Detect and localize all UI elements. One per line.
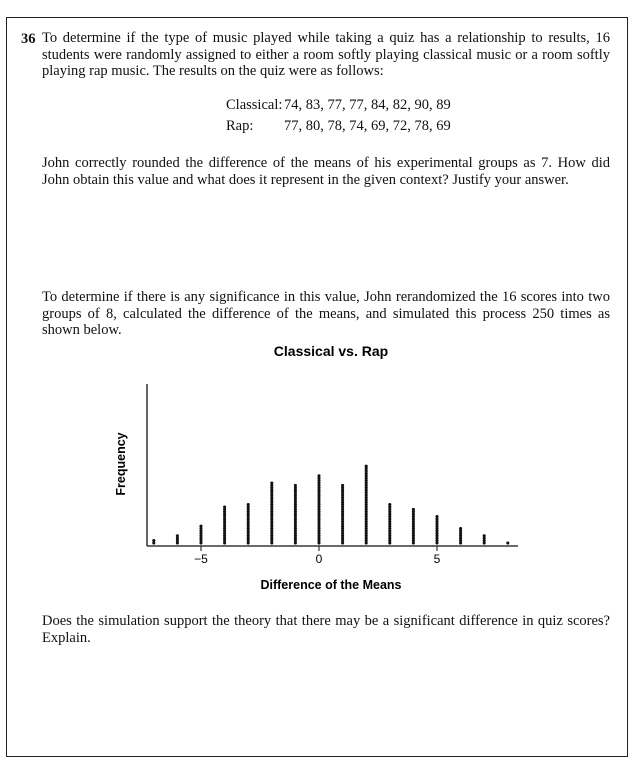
- dot-plot-chart: [100, 338, 540, 598]
- y-axis-label: Frequency: [114, 432, 128, 496]
- data-dot: [483, 534, 486, 537]
- classical-values: 74, 83, 77, 77, 84, 82, 90, 89: [284, 97, 451, 113]
- data-dot: [152, 539, 155, 542]
- data-dot: [294, 484, 297, 487]
- rap-row: [226, 116, 451, 137]
- question-number: 36: [21, 31, 36, 47]
- data-dot: [341, 484, 344, 487]
- rerandomize-text: To determine if there is any significance in this value, John rerandomized the 16 scores into two groups of 8, calculated the difference of the means, and simulated this process 250 times as shown below.: [42, 289, 610, 338]
- data-dot: [223, 505, 226, 508]
- x-axis-label: Difference of the Means: [260, 578, 402, 592]
- data-dot: [506, 541, 509, 544]
- chart-title: Classical vs. Rap: [273, 343, 389, 359]
- classical-label: Classical:: [226, 97, 283, 113]
- x-tick-label: −5: [194, 552, 208, 566]
- question-intro: To determine if the type of music played while taking a quiz has a relationship to results, 16 students were randomly assigned to either a room softly playing classical music or a room softly playing rap music. The results on the quiz were as follows:: [42, 30, 610, 79]
- data-dot: [270, 481, 273, 484]
- data-dot: [412, 508, 415, 511]
- x-tick-label: 0: [315, 552, 323, 566]
- john-prompt: John correctly rounded the difference of the means of his experimental groups as 7. How did John obtain this value and what does it represent in the given context? Justify your answer.: [42, 155, 610, 188]
- data-dot: [247, 503, 250, 506]
- classical-row: [226, 95, 451, 116]
- data-dot: [365, 465, 368, 468]
- data-dot: [435, 515, 438, 518]
- data-dot: [176, 534, 179, 537]
- data-dot: [459, 527, 462, 530]
- x-tick-label: 5: [433, 552, 441, 566]
- final-prompt: Does the simulation support the theory that there may be a significant difference in quiz scores? Explain.: [42, 613, 610, 646]
- data-dot: [199, 525, 202, 528]
- data-dot: [388, 503, 391, 506]
- rap-values: 77, 80, 78, 74, 69, 72, 78, 69: [284, 118, 451, 134]
- rap-label: Rap:: [226, 118, 254, 134]
- data-dot: [317, 474, 320, 477]
- quiz-results-table: [226, 95, 451, 137]
